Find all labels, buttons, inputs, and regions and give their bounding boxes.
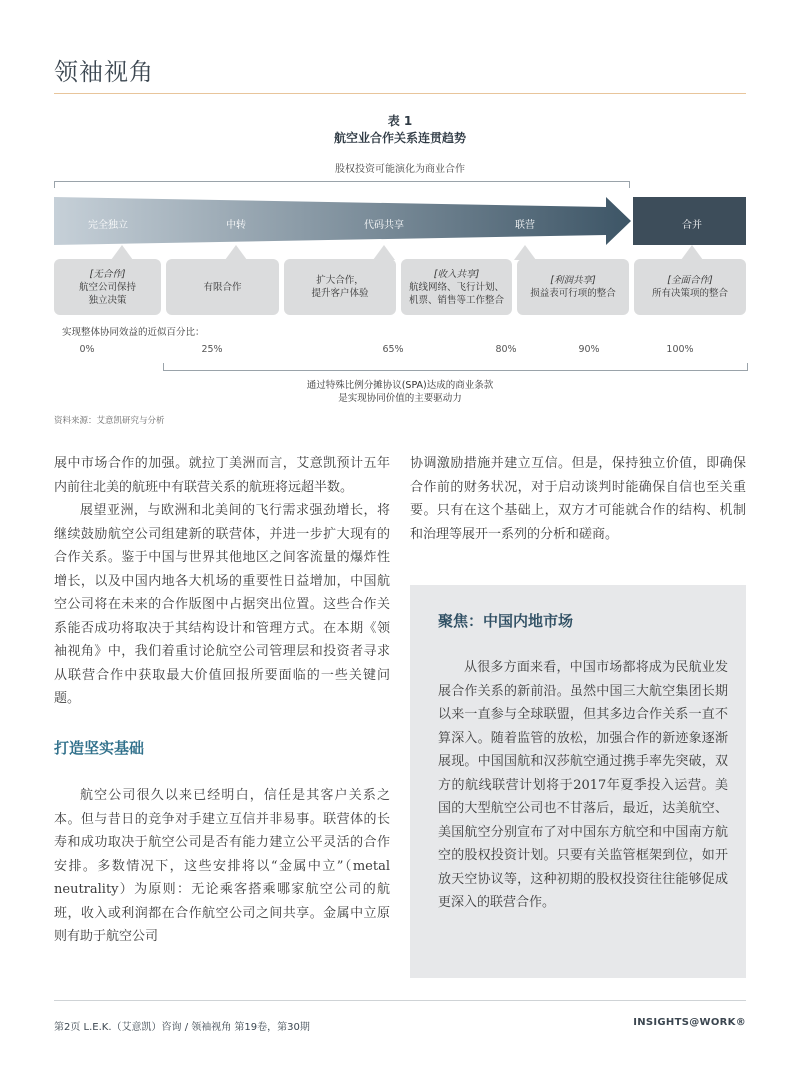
footer-brand: INSIGHTS@WORK® — [633, 1017, 746, 1028]
box-line: 提升客户体验 — [311, 288, 369, 299]
equity-bracket-right-tick — [629, 181, 630, 188]
box-tag: [收入共享] — [433, 268, 480, 280]
subheading: 打造坚实基础 — [54, 738, 145, 757]
spa-bracket — [163, 370, 748, 371]
box-line: 航线网络、飞行计划、 — [408, 281, 504, 293]
box-line: 独立决策 — [88, 294, 127, 306]
cooperation-box-full — [634, 259, 746, 315]
figure-title: 航空业合作关系连贯趋势 — [333, 131, 466, 145]
synergy-percentage: 80% — [495, 344, 517, 355]
footer-rule — [54, 1000, 746, 1001]
equity-note: 股权投资可能演化为商业合作 — [335, 164, 465, 175]
figure-source: 资料来源：艾意凯研究与分析 — [54, 416, 165, 426]
footer-publication-info: 第2页 L.E.K.（艾意凯）咨询 / 领袖视角 第19卷，第30期 — [54, 1022, 310, 1033]
body-paragraph: 协调激励措施并建立互信。但是，保持独立价值，即确保合作前的财务状况，对于启动谈判时能确保自信也至关重要。只有在这个基础上，双方才可能就合作的结构、机制和治理等展开一系列的分析和磋商。 — [410, 456, 746, 542]
box-pointer — [514, 245, 536, 260]
stage-codeshare: 代码共享 — [364, 220, 404, 231]
equity-bracket — [54, 181, 630, 182]
stage-joint-venture: 联营 — [515, 220, 535, 231]
right-column — [410, 452, 746, 546]
box-pointer — [681, 245, 703, 260]
body-paragraph: 展望亚洲，与欧洲和北美间的飞行需求强劲增长，将继续鼓励航空公司组建新的联营体，并进一步扩大现有的合作关系。鉴于中国与世界其他地区之间客流量的爆炸性增长，以及中国内地各大机场的重要性日益增加，中国航空公司将在未来的合作版图中占据突出位置。这些合作关系能否成功将取决于其结构设计和管理方式。在本期《领袖视角》中，我们着重讨论航空公司管理层和投资者寻求从联营合作中获取最大价值回报所要面临的一些关键问题。 — [54, 503, 390, 706]
trend-arrow-shape — [54, 197, 631, 245]
spa-bracket-right-tick — [747, 363, 748, 371]
stage-full-independence: 完全独立 — [88, 220, 128, 231]
box-pointer — [373, 245, 395, 260]
body-paragraph: 展中市场合作的加强。就拉丁美洲而言，艾意凯预计五年内前往北美的航班中有联营关系的航班将远超半数。 — [54, 456, 390, 495]
box-line: 所有决策项的整合 — [651, 288, 728, 299]
figure-label: 表 1 — [387, 114, 413, 128]
synergy-percentage-label: 实现整体协同效益的近似百分比： — [62, 327, 205, 338]
spa-note-line: 通过特殊比例分摊协议(SPA)达成的商业条款 — [306, 380, 494, 391]
cooperation-box-profit-sharing — [517, 259, 629, 315]
section-title: 领袖视角 — [54, 58, 154, 86]
focus-body: 从很多方面来看，中国市场都将成为民航业发展合作关系的新前沿。虽然中国三大航空集团长期以来一直参与全球联盟，但其多边合作关系一直不算深入。随着监管的放松，加强合作的新迹象逐渐展现。中国国航和汉莎航空通过携手率先突破，双方的航线联营计划将于2017年夏季投入运营。美国的大型航空公司也不甘落后，最近，达美航空、美国航空分别宣布了对中国东方航空和中国南方航空的股权投资计划。只要有关监管框架到位，如开放天空协议等，这种初期的股权投资往往能够促成更深入的联营合作。 — [438, 660, 728, 910]
cooperation-box-expanded — [284, 259, 396, 315]
box-line: 航空公司保持 — [78, 281, 136, 293]
synergy-percentage: 25% — [201, 344, 223, 355]
box-line: 损益表可行项的整合 — [530, 288, 616, 299]
box-line: 扩大合作， — [316, 275, 364, 286]
box-tag: [无合作] — [89, 268, 126, 280]
stage-merger: 合并 — [682, 220, 702, 231]
synergy-percentage: 90% — [578, 344, 600, 355]
synergy-percentage: 0% — [79, 344, 95, 355]
synergy-percentage: 65% — [382, 344, 404, 355]
box-tag: [利润共享] — [550, 275, 596, 286]
left-column — [54, 452, 390, 949]
box-pointer — [111, 245, 133, 260]
spa-note — [0, 379, 800, 405]
stage-interline: 中转 — [226, 220, 246, 231]
focus-sidebar — [410, 585, 746, 978]
header-rule — [54, 93, 746, 94]
box-pointer — [225, 245, 247, 260]
cooperation-box-none — [54, 259, 161, 315]
cooperation-box-revenue-sharing — [401, 259, 512, 315]
cooperation-box-limited — [166, 259, 279, 315]
focus-title: 聚焦：中国内地市场 — [438, 612, 574, 630]
equity-bracket-left-tick — [54, 181, 55, 188]
box-line: 机票、销售等工作整合 — [408, 294, 504, 306]
synergy-percentage: 100% — [666, 344, 694, 355]
body-paragraph: 航空公司很久以来已经明白，信任是其客户关系之本。但与昔日的竞争对手建立互信并非易事。联营体的长寿和成功取决于航空公司是否有能力建立公平灵活的合作安排。多数情况下，这些安排将以“金属中立”（metal neutrality）为原则：无论乘客搭乘哪家航空公司的航班，收入或利润都在合作航空公司之间共享。金属中立原则有助于航空公司 — [54, 788, 390, 944]
spa-note-line: 是实现协同价值的主要驱动力 — [338, 393, 462, 404]
box-tag: [全面合作] — [667, 275, 713, 286]
box-line: 有限合作 — [203, 281, 242, 293]
